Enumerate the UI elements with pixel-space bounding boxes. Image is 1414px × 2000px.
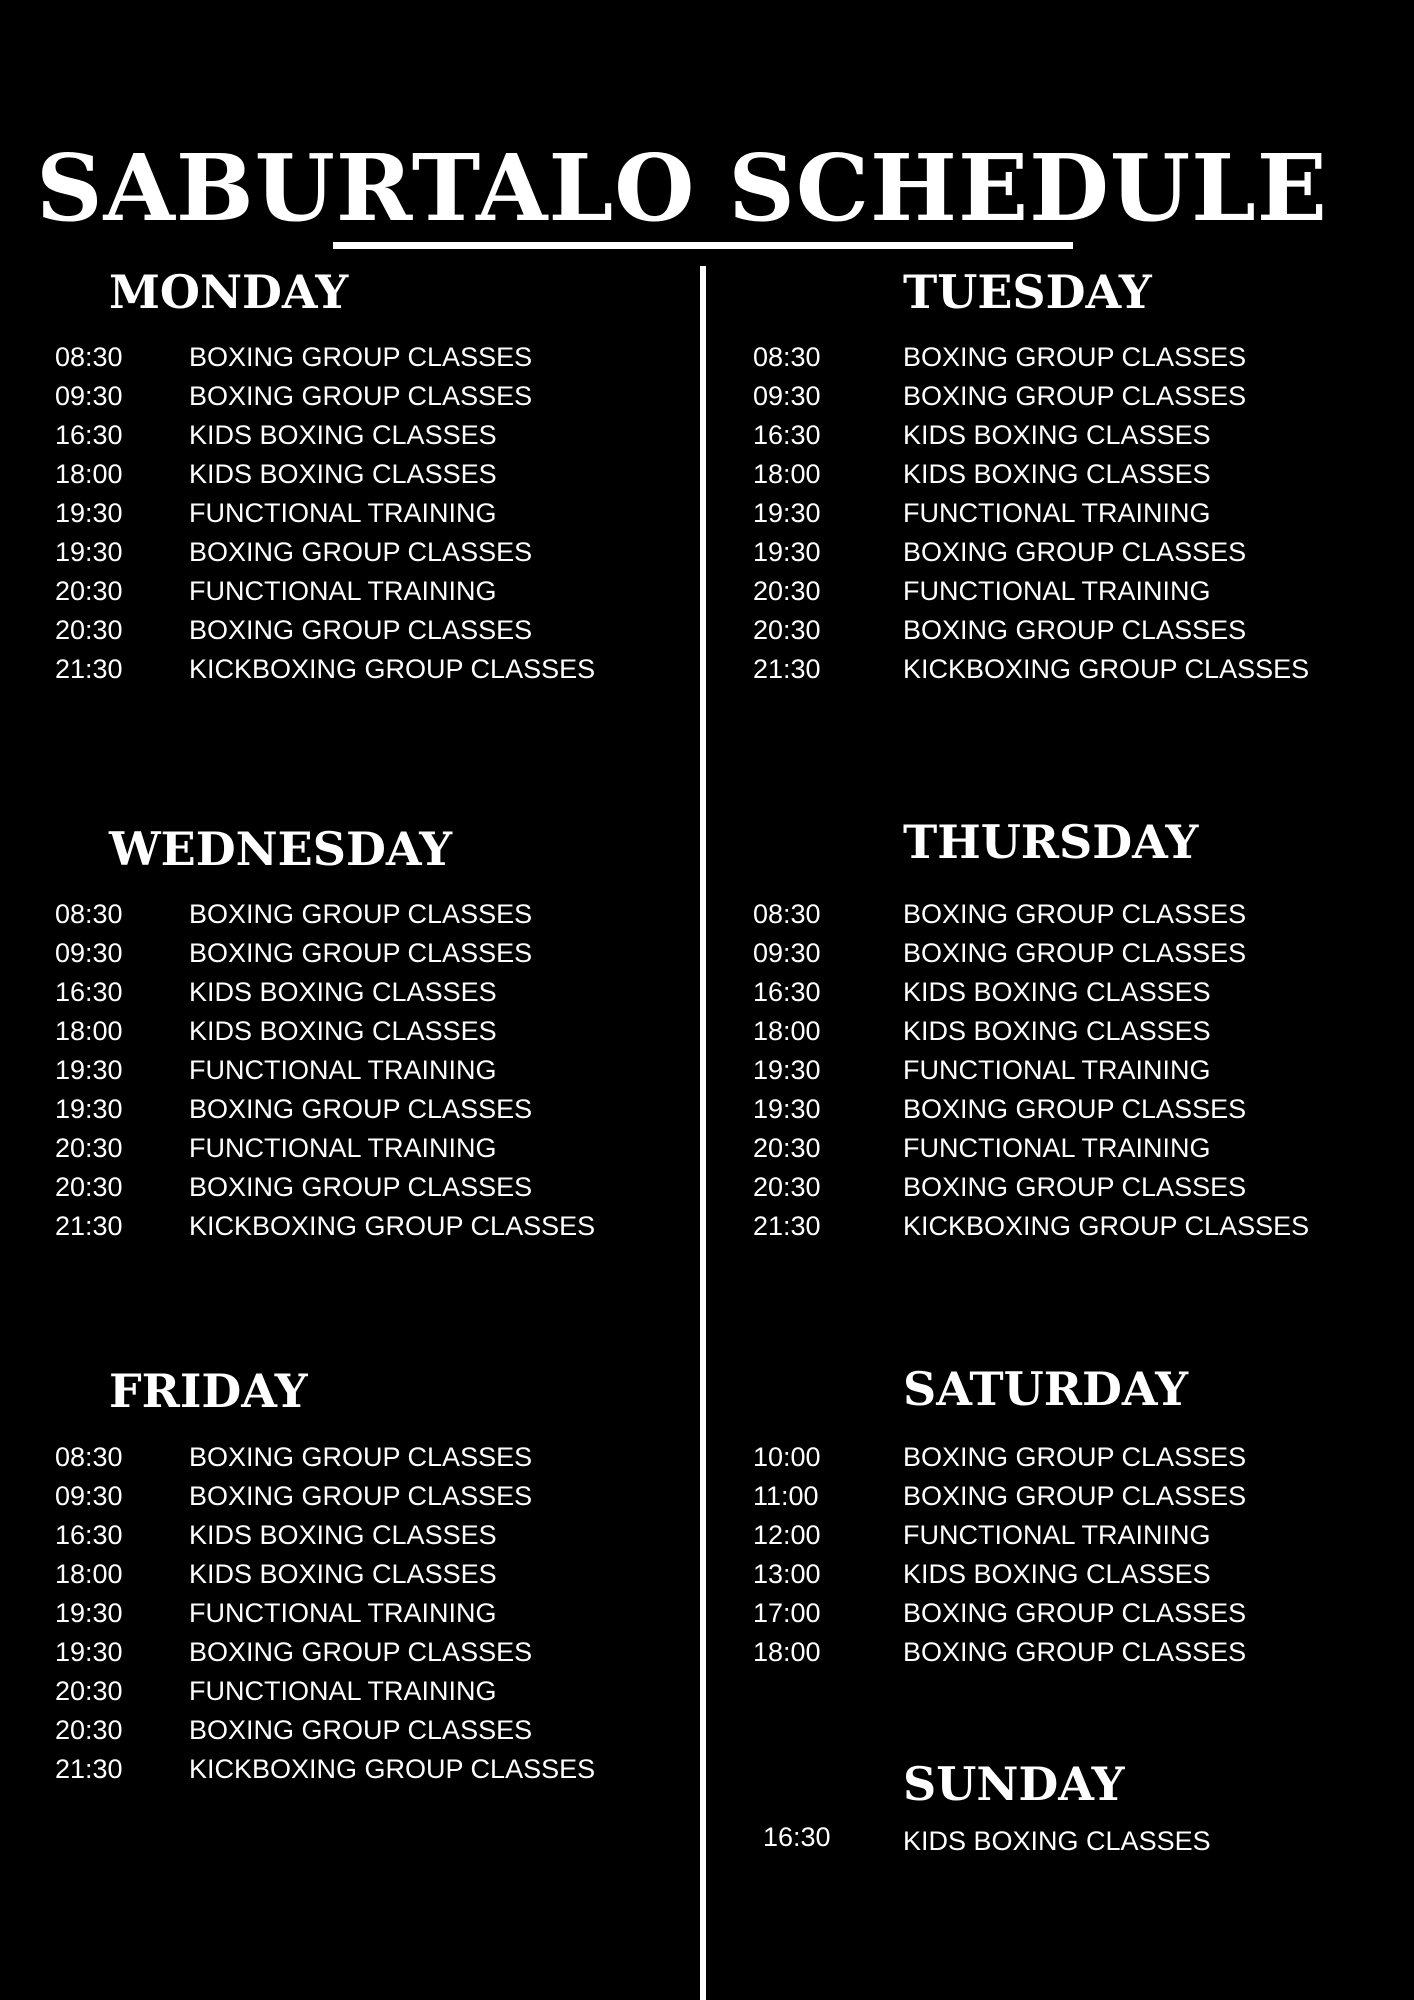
session-time: 08:30 [55,1442,123,1472]
session-time: 18:00 [55,1559,123,1589]
session-time: 21:30 [55,1754,123,1784]
session-time: 16:30 [55,1520,123,1550]
session-row [55,338,675,377]
session-class: BOXING GROUP CLASSES [189,342,533,372]
session-class: FUNCTIONAL TRAINING [903,1520,1211,1550]
session-time: 13:00 [753,1559,821,1589]
session-class: BOXING GROUP CLASSES [189,899,533,929]
session-row [753,1438,1393,1477]
session-class: BOXING GROUP CLASSES [903,1637,1247,1667]
session-class: BOXING GROUP CLASSES [189,1637,533,1667]
title-underline [333,242,1073,249]
session-time: 20:30 [55,576,123,606]
session-time: 19:30 [753,498,821,528]
session-list-friday [55,1438,675,1789]
session-time: 16:30 [753,977,821,1007]
session-time: 08:30 [753,342,821,372]
session-class: KIDS BOXING CLASSES [903,977,1211,1007]
session-class: BOXING GROUP CLASSES [189,381,533,411]
session-class: BOXING GROUP CLASSES [189,1481,533,1511]
session-time: 18:00 [55,459,123,489]
session-class: KIDS BOXING CLASSES [189,1016,497,1046]
session-class: KIDS BOXING CLASSES [903,1016,1211,1046]
session-row [753,1168,1393,1207]
day-title-saturday: SATURDAY [903,1362,1189,1416]
session-row [753,1477,1393,1516]
session-class: FUNCTIONAL TRAINING [903,498,1211,528]
session-row [753,1051,1393,1090]
session-time: 08:30 [753,899,821,929]
session-class: BOXING GROUP CLASSES [189,938,533,968]
session-time: 12:00 [753,1520,821,1550]
session-class: KICKBOXING GROUP CLASSES [903,654,1310,684]
session-time: 19:30 [55,1637,123,1667]
session-time: 11:00 [753,1481,819,1511]
session-time: 16:30 [55,420,123,450]
session-class: KICKBOXING GROUP CLASSES [189,654,596,684]
day-title-monday: MONDAY [109,265,349,319]
session-class: KIDS BOXING CLASSES [189,420,497,450]
session-class: KIDS BOXING CLASSES [903,1559,1211,1589]
session-class: BOXING GROUP CLASSES [903,1094,1247,1124]
session-class: FUNCTIONAL TRAINING [189,1676,497,1706]
session-time: 19:30 [55,537,123,567]
session-class: FUNCTIONAL TRAINING [189,576,497,606]
session-row [753,1207,1393,1246]
session-time: 19:30 [55,1094,123,1124]
session-row [753,533,1393,572]
session-time: 21:30 [55,654,123,684]
session-time: 20:30 [753,615,821,645]
session-row [753,1594,1393,1633]
session-row [753,455,1393,494]
session-class: KIDS BOXING CLASSES [903,459,1211,489]
session-time: 20:30 [55,1676,123,1706]
session-row [55,1555,675,1594]
session-time: 09:30 [55,1481,123,1511]
session-row [55,455,675,494]
session-row [55,1477,675,1516]
session-time: 21:30 [55,1211,123,1241]
session-class: FUNCTIONAL TRAINING [189,1598,497,1628]
session-row [753,1555,1393,1594]
session-row [55,494,675,533]
session-class: BOXING GROUP CLASSES [903,537,1247,567]
session-row [55,1090,675,1129]
session-row [753,1012,1393,1051]
session-row [753,650,1393,689]
session-row [55,611,675,650]
session-time: 20:30 [55,1172,123,1202]
session-class: KICKBOXING GROUP CLASSES [903,1211,1310,1241]
session-time: 19:30 [55,498,123,528]
session-list-sunday [763,1818,1403,1862]
session-time: 20:30 [753,576,821,606]
session-list-wednesday [55,895,675,1246]
session-row [55,1207,675,1246]
session-time: 19:30 [55,1055,123,1085]
session-row [55,973,675,1012]
session-class: KIDS BOXING CLASSES [903,1826,1211,1856]
session-time: 16:30 [763,1822,831,1852]
session-class: BOXING GROUP CLASSES [903,1442,1247,1472]
session-list-monday [55,338,675,689]
session-class: KIDS BOXING CLASSES [189,1559,497,1589]
day-title-sunday: SUNDAY [903,1757,1125,1811]
session-class: BOXING GROUP CLASSES [189,1172,533,1202]
day-title-tuesday: TUESDAY [903,265,1152,319]
session-time: 20:30 [55,1715,123,1745]
session-row [753,611,1393,650]
session-class: BOXING GROUP CLASSES [189,615,533,645]
session-class: BOXING GROUP CLASSES [903,1172,1247,1202]
session-row [753,934,1393,973]
session-time: 09:30 [55,938,123,968]
session-class: FUNCTIONAL TRAINING [903,1055,1211,1085]
session-row [753,572,1393,611]
session-time: 19:30 [753,537,821,567]
session-row [55,533,675,572]
session-time: 17:00 [753,1598,821,1628]
session-row [753,895,1393,934]
session-row [55,1168,675,1207]
session-time: 20:30 [55,615,123,645]
day-title-thursday: THURSDAY [903,815,1199,869]
session-time: 19:30 [753,1055,821,1085]
session-class: BOXING GROUP CLASSES [903,615,1247,645]
session-row [753,973,1393,1012]
session-row [55,1516,675,1555]
session-row [55,1672,675,1711]
session-time: 16:30 [753,420,821,450]
session-list-thursday [753,895,1393,1246]
session-time: 18:00 [753,459,821,489]
session-class: BOXING GROUP CLASSES [189,537,533,567]
session-row [753,377,1393,416]
session-time: 09:30 [753,381,821,411]
session-time: 19:30 [753,1094,821,1124]
session-row [55,1129,675,1168]
session-row [753,416,1393,455]
session-time: 08:30 [55,899,123,929]
session-row [55,1594,675,1633]
session-class: BOXING GROUP CLASSES [189,1715,533,1745]
session-class: BOXING GROUP CLASSES [189,1094,533,1124]
session-row [55,1051,675,1090]
session-class: FUNCTIONAL TRAINING [189,498,497,528]
day-title-wednesday: WEDNESDAY [109,822,453,876]
session-time: 20:30 [55,1133,123,1163]
session-class: BOXING GROUP CLASSES [189,1442,533,1472]
session-row [753,1516,1393,1555]
session-row [55,572,675,611]
session-class: KICKBOXING GROUP CLASSES [189,1754,596,1784]
session-row [55,416,675,455]
session-row [753,1090,1393,1129]
column-divider [700,266,706,2000]
session-row [753,338,1393,377]
session-time: 08:30 [55,342,123,372]
session-time: 21:30 [753,1211,821,1241]
session-row [55,1711,675,1750]
session-class: FUNCTIONAL TRAINING [189,1133,497,1163]
session-time: 09:30 [753,938,821,968]
session-row [55,1750,675,1789]
session-class: FUNCTIONAL TRAINING [903,576,1211,606]
session-class: FUNCTIONAL TRAINING [903,1133,1211,1163]
session-class: KIDS BOXING CLASSES [189,459,497,489]
session-row [55,377,675,416]
session-list-tuesday [753,338,1393,689]
session-row [55,650,675,689]
session-list-saturday [753,1438,1393,1672]
session-time: 09:30 [55,381,123,411]
session-time: 10:00 [753,1442,821,1472]
session-row [55,1012,675,1051]
session-class: KICKBOXING GROUP CLASSES [189,1211,596,1241]
session-class: KIDS BOXING CLASSES [903,420,1211,450]
session-class: BOXING GROUP CLASSES [903,899,1247,929]
page-title: SABURTALO SCHEDULE [36,134,1328,242]
session-row [753,1129,1393,1168]
session-class: BOXING GROUP CLASSES [903,938,1247,968]
session-class: BOXING GROUP CLASSES [903,1481,1247,1511]
session-time: 16:30 [55,977,123,1007]
session-row [55,934,675,973]
session-row [753,494,1393,533]
session-time: 18:00 [55,1016,123,1046]
session-time: 20:30 [753,1133,821,1163]
session-row [55,895,675,934]
session-time: 18:00 [753,1637,821,1667]
day-title-friday: FRIDAY [109,1364,308,1418]
session-class: KIDS BOXING CLASSES [189,977,497,1007]
session-class: BOXING GROUP CLASSES [903,342,1247,372]
session-class: KIDS BOXING CLASSES [189,1520,497,1550]
session-row [763,1818,1403,1862]
session-time: 18:00 [753,1016,821,1046]
session-class: BOXING GROUP CLASSES [903,1598,1247,1628]
session-time: 19:30 [55,1598,123,1628]
session-class: BOXING GROUP CLASSES [903,381,1247,411]
session-row [55,1633,675,1672]
session-time: 20:30 [753,1172,821,1202]
session-row [55,1438,675,1477]
session-time: 21:30 [753,654,821,684]
session-class: FUNCTIONAL TRAINING [189,1055,497,1085]
session-row [753,1633,1393,1672]
